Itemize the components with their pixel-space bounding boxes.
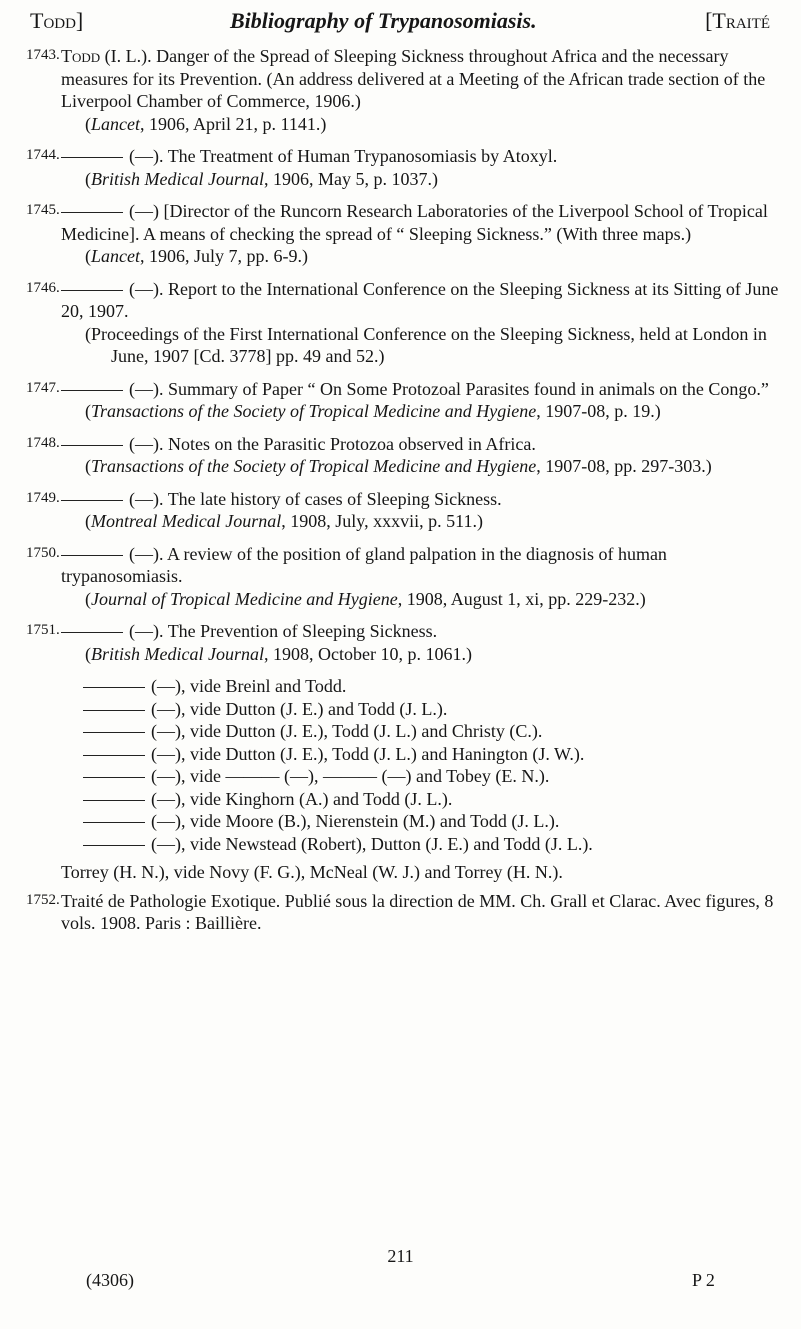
entry-text: Traité de Pathologie Exotique. Publié sous la direction de MM. Ch. Grall et Clarac. Avec figures, 8 vols. 1908. Paris : Baillière. [61,890,774,933]
bib-entry [0,145,801,190]
entry-author: (—). [129,278,164,299]
entry-body [61,543,783,611]
entry-author: (—). [129,433,164,454]
entry-number: 1750. [26,544,60,561]
entry-source [85,323,783,368]
entry-title: [Director of the Runcorn Research Laboratories of the Liverpool School of Tropical Medicine]. A means of checking the spread of “ Sleeping Sickness.” (With three maps.) [61,201,768,244]
entry-body [61,620,783,665]
repeat-dash [83,822,145,823]
repeat-dash [83,777,145,778]
entry-source: (Transactions of the Society of Tropical Medicine and Hygiene, 1907-08, p. 19.) [85,401,661,421]
entry-text [61,45,783,113]
entry-number: 1745. [26,202,60,218]
journal-name: Montreal Medical Journal [91,511,282,531]
entry-number: 1747. [26,379,60,396]
entry-body [61,433,783,478]
bib-entry [0,620,801,665]
bibliography-entries [0,45,801,945]
entry-source: (British Medical Journal, 1906, May 5, p. 1037.) [85,168,438,189]
repeat-dash [61,500,123,501]
journal-name: Transactions of the Society of Tropical Medicine and Hygiene [91,401,537,421]
entry-body [61,278,783,368]
see-also-text: (—), vide Dutton (J. E.) and Todd (J. L.). [151,698,448,719]
entry-body [61,145,783,190]
source-detail: , 1908, August 1, xi, pp. 229-232.) [397,588,646,609]
bib-entry [0,45,801,135]
entry-body [61,378,783,423]
entry-source: (Transactions of the Society of Tropical Medicine and Hygiene, 1907-08, pp. 297-303.) [85,456,712,476]
footer-signature: P 2 [692,1270,715,1290]
entry-number: 1749. [26,489,60,506]
entry-title: The Treatment of Human Trypanosomiasis by Atoxyl. [167,146,558,166]
repeat-dash [83,845,145,846]
entry-author: (—). [129,146,164,166]
entry-text [61,620,783,643]
repeat-dash [61,157,123,158]
bib-entry [0,488,801,533]
entry-title: Danger of the Spread of Sleeping Sickness throughout Africa and the necessary measures for its Prevention. (An address delivered at a Meeting of the African trade section of the Liverpool Chamber of Commerce, 1906.) [61,46,766,111]
entry-number: 1752. [26,891,60,908]
entry-body [61,890,783,935]
header-left: Todd] [30,8,84,33]
repeat-dash [83,755,145,756]
entry-title: Report to the International Conference on the Sleeping Sickness at its Sitting of June 20, 1907. [61,278,779,321]
entry-body [61,488,783,533]
bib-entry [0,200,801,268]
source-detail: , 1908, October 10, p. 1061.) [263,643,472,664]
repeat-dash [83,687,145,688]
see-also-item [61,698,801,721]
entry-author: (—). [129,621,164,641]
entry-number: 1743. [26,47,60,63]
repeat-dash [61,390,123,391]
see-also-text: (—), vide Moore (B.), Nierenstein (M.) and Todd (J. L.). [151,811,560,831]
repeat-dash [61,290,123,291]
see-also-text: (—), vide ——— (—), ——— (—) and Tobey (E. N.). [151,766,550,786]
repeat-dash [61,555,123,556]
entry-title: The late history of cases of Sleeping Sickness. [167,488,502,509]
entry-number: 1744. [26,147,60,163]
see-also-item [61,810,801,833]
bib-entry [0,433,801,478]
entry-text [61,378,783,401]
source-detail: , 1906, April 21, p. 1141.) [140,113,327,134]
header-title: Bibliography of Trypanosomiasis. [230,8,537,33]
entry-text [61,433,783,456]
header-right: [Traité [705,8,770,33]
entry-source: (Lancet, 1906, July 7, pp. 6-9.) [85,246,308,266]
entry-title: Summary of Paper “ On Some Protozoal Parasites found in animals on the Congo.” [168,378,769,399]
entry-source: (Lancet, 1906, April 21, p. 1141.) [85,113,327,134]
entry-source: (Journal of Tropical Medicine and Hygiene, 1908, August 1, xi, pp. 229-232.) [85,588,646,609]
see-also-item [61,833,801,856]
entry-text [61,145,783,168]
entry-author: (—) [129,201,159,221]
entry-source: (Montreal Medical Journal, 1908, July, xxxvii, p. 511.) [85,511,483,531]
see-also-item [61,765,801,788]
entry-number: 1746. [26,279,60,296]
entry-text [61,278,783,323]
repeat-dash [83,732,145,733]
repeat-dash [61,632,123,633]
repeat-dash [61,212,123,213]
entry-body [61,45,783,135]
source-detail: , 1908, July, xxxvii, p. 511.) [281,511,483,531]
entry-author: (—). [129,378,164,399]
torrey-text: Torrey (H. N.), vide Novy (F. G.), McNeal (W. J.) and Torrey (H. N.). [61,862,563,882]
entry-number: 1748. [26,434,60,451]
entry-author: (—). [129,488,164,509]
repeat-dash [83,710,145,711]
journal-name: Lancet [91,113,140,134]
entry-source: (British Medical Journal, 1908, October 10, p. 1061.) [85,643,472,664]
source-detail: (Proceedings of the First International Conference on the Sleeping Sickness, held at London in June, 1907 [Cd. 3778] pp. 49 and 52.) [85,323,767,366]
see-also-item [61,788,801,811]
see-also-list [61,675,801,855]
journal-name: Lancet [91,246,140,266]
entry-author: Todd (I. L.). [61,46,152,66]
see-also-text: (—), vide Dutton (J. E.), Todd (J. L.) and Christy (C.). [151,721,543,741]
entry-text [61,543,783,588]
see-also-item [61,675,801,698]
source-detail: , 1906, May 5, p. 1037.) [263,168,438,189]
see-also-item [61,720,801,743]
entry-title: Notes on the Parasitic Protozoa observed in Africa. [168,433,536,454]
entry-text [61,488,783,511]
entry-body [61,200,783,268]
footer-print-code: (4306) [86,1270,134,1290]
running-header [30,8,770,42]
journal-name: Transactions of the Society of Tropical Medicine and Hygiene [91,456,537,476]
see-also-text: (—), vide Kinghorn (A.) and Todd (J. L.). [151,788,453,809]
entry-author: (—). [129,543,164,564]
repeat-dash [61,445,123,446]
bib-entry [0,890,801,935]
journal-name: Journal of Tropical Medicine and Hygiene [91,588,398,609]
journal-name: British Medical Journal [91,643,264,664]
entry-title: A review of the position of gland palpation in the diagnosis of human trypanosomiasis. [61,543,667,586]
source-detail: , 1906, July 7, pp. 6-9.) [140,246,308,266]
torrey-entry [61,861,801,884]
entry-title: The Prevention of Sleeping Sickness. [167,621,438,641]
bib-entry [0,378,801,423]
page-number: 211 [387,1246,414,1266]
see-also-item [61,743,801,766]
bib-entry [0,543,801,611]
source-detail: , 1907-08, pp. 297-303.) [536,456,712,476]
entry-text [61,200,783,245]
see-also-text: (—), vide Newstead (Robert), Dutton (J. E.) and Todd (J. L.). [151,833,593,854]
see-also-text: (—), vide Breinl and Todd. [151,676,347,696]
repeat-dash [83,800,145,801]
bib-entry [0,278,801,368]
journal-name: British Medical Journal [91,168,264,189]
entry-number: 1751. [26,622,60,638]
source-detail: , 1907-08, p. 19.) [536,401,661,421]
see-also-text: (—), vide Dutton (J. E.), Todd (J. L.) and Hanington (J. W.). [151,743,585,764]
